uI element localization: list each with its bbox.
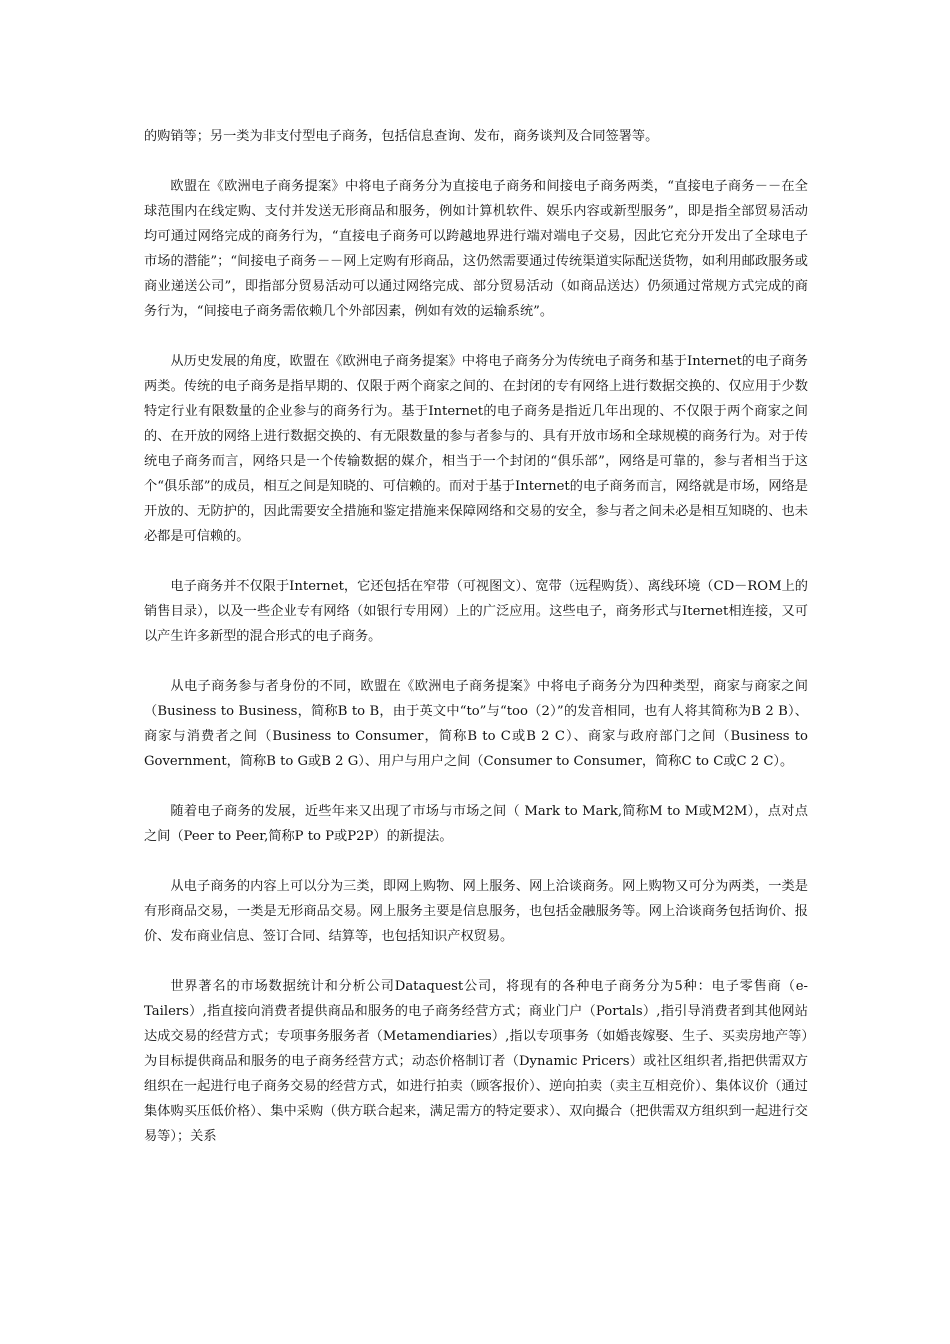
paragraph-content-types: 从电子商务的内容上可以分为三类，即网上购物、网上服务、网上洽谈商务。网上购物又可分为两类，一类是有形商品交易，一类是无形商品交易。网上服务主要是信息服务，也包括金融服务等。网上洽谈商务包括询价、报价、发布商业信息、签订合同、结算等，也包括知识产权贸易。 bbox=[144, 879, 808, 944]
paragraph-eu-direct-indirect: 欧盟在《欧洲电子商务提案》中将电子商务分为直接电子商务和间接电子商务两类，“直接电子商务－－在全球范围内在线定购、支付并发送无形商品和服务，例如计算机软件、娱乐内容或新型服务”，即是指全部贸易活动均可通过网络完成的商务行为，“直接电子商务可以跨越地界进行端对端电子交易，因此它充分开发出了全球电子市场的潜能”；“间接电子商务－－网上定购有形商品，这仍然需要通过传统渠道实际配送货物，如利用邮政服务或商业递送公司”，即指部分贸易活动可以通过网络完成、部分贸易活动（如商品送达）仍须通过常规方式完成的商务行为，“间接电子商务需依赖几个外部因素，例如有效的运输系统”。 bbox=[144, 179, 808, 319]
paragraph-new-models: 随着电子商务的发展，近些年来又出现了市场与市场之间（ Mark to Mark,简称M to M或M2M），点对点之间（Peer to Peer,简称P to P或P2P）的新提法。 bbox=[144, 804, 808, 844]
paragraph-gap bbox=[144, 849, 808, 874]
paragraph-gap bbox=[144, 774, 808, 799]
paragraph-gap bbox=[144, 149, 808, 174]
paragraph-dataquest: 世界著名的市场数据统计和分析公司Dataquest公司，将现有的各种电子商务分为5种：电子零售商（e-Tailers）,指直接向消费者提供商品和服务的电子商务经营方式；商业门户（Portals）,指引导消费者到其他网站达成交易的经营方式；专项事务服务者（Metamendiaries）,指以专项事务（如婚丧嫁娶、生子、买卖房地产等）为目标提供商品和服务的电子商务经营方式；动态价格制订者（Dynamic Pricers）或社区组织者,指把供需双方组织在一起进行电子商务交易的经营方式，如进行拍卖（顾客报价）、逆向拍卖（卖主互相竞价）、集体议价（通过集体购买压低价格）、集中采购（供方联合起来，满足需方的特定要求）、双向撮合（把供需双方组织到一起进行交易等）；关系 bbox=[144, 979, 808, 1144]
paragraph-gap bbox=[144, 949, 808, 974]
paragraph-continuation: 的购销等；另一类为非支付型电子商务，包括信息查询、发布，商务谈判及合同签署等。 bbox=[144, 129, 659, 144]
paragraph-history: 从历史发展的角度，欧盟在《欧洲电子商务提案》中将电子商务分为传统电子商务和基于Internet的电子商务两类。传统的电子商务是指早期的、仅限于两个商家之间的、在封闭的专有网络上进行数据交换的、仅应用于少数特定行业有限数量的企业参与的商务行为。基于Internet的电子商务是指近几年出现的、不仅限于两个商家之间的、在开放的网络上进行数据交换的、有无限数量的参与者参与的、具有开放市场和全球规模的商务行为。对于传统电子商务而言，网络只是一个传输数据的媒介，相当于一个封闭的“俱乐部”，网络是可靠的，参与者相当于这个“俱乐部”的成员，相互之间是知晓的、可信赖的。而对于基于Internet的电子商务而言，网络就是市场，网络是开放的、无防护的，因此需要安全措施和鉴定措施来保障网络和交易的安全，参与者之间未必是相互知晓的、也未必都是可信赖的。 bbox=[144, 354, 808, 544]
paragraph-gap bbox=[144, 549, 808, 574]
paragraph-gap bbox=[144, 324, 808, 349]
paragraph-gap bbox=[144, 649, 808, 674]
paragraph-networks: 电子商务并不仅限于Internet，它还包括在窄带（可视图文）、宽带（远程购货）、离线环境（CD－ROM上的销售目录），以及一些企业专有网络（如银行专用网）上的广泛应用。这些电子，商务形式与Iternet相连接，又可以产生许多新型的混合形式的电子商务。 bbox=[144, 579, 808, 644]
paragraph-participants: 从电子商务参与者身份的不同，欧盟在《欧洲电子商务提案》中将电子商务分为四种类型，商家与商家之间（Business to Business，简称B to B，由于英文中“to”与“too（2）”的发音相同，也有人将其简称为B 2 B）、商家与消费者之间（Business to Consumer，简称B to C或B 2 C）、商家与政府部门之间（Business to Government，简称B to G或B 2 G）、用户与用户之间（Consumer to Consumer，简称C to C或C 2 C）。 bbox=[144, 679, 808, 769]
document-body bbox=[144, 124, 808, 1149]
